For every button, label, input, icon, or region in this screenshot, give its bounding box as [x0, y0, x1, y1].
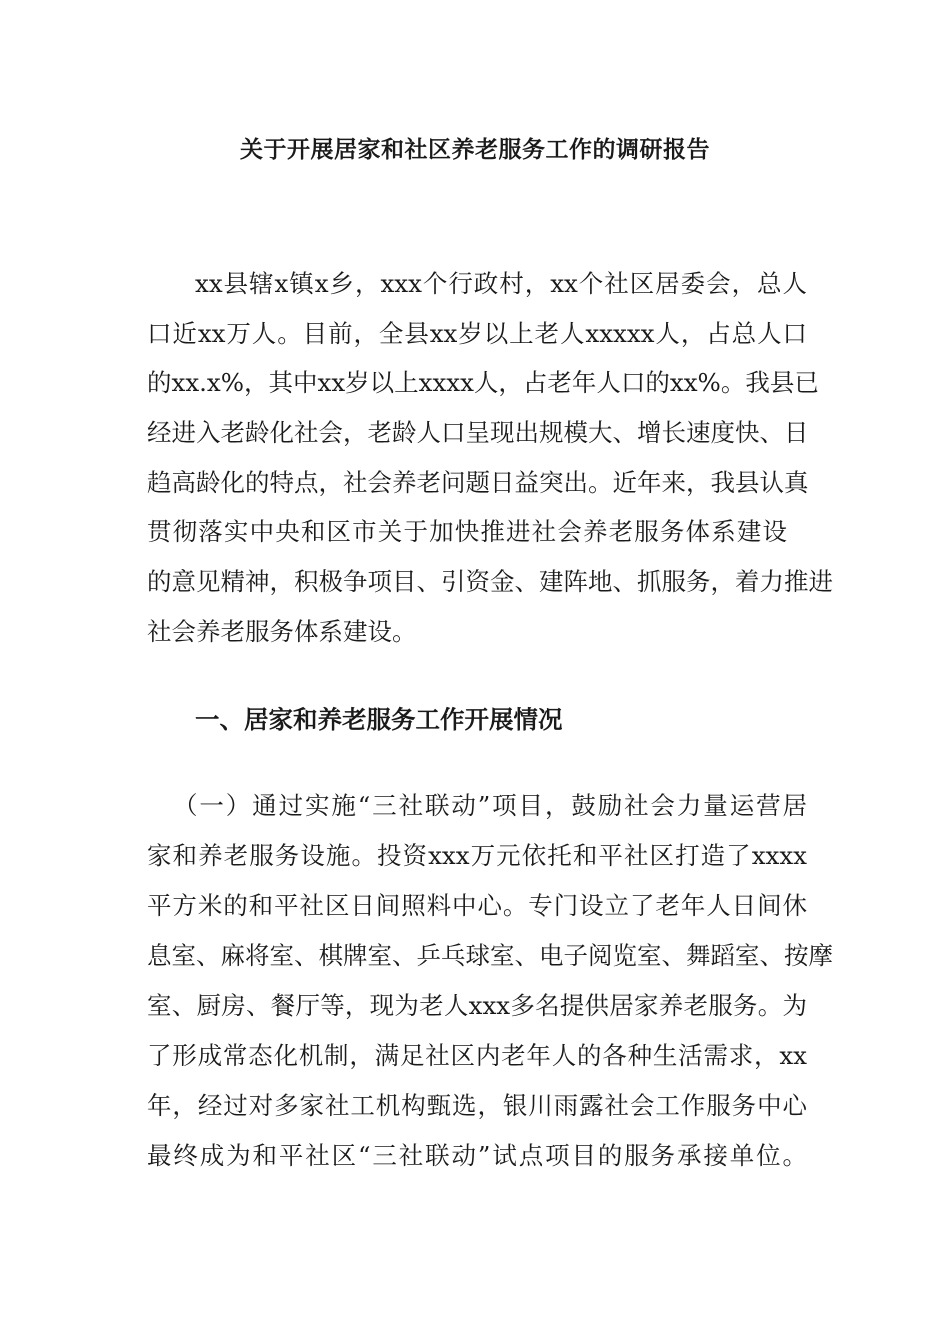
section-line: 息室、麻将室、棋牌室、乒乓球室、电子阅览室、舞蹈室、按摩 — [147, 941, 833, 970]
section-heading: 一、居家和养老服务工作开展情况 — [195, 705, 563, 734]
section-line: 平方米的和平社区日间照料中心。专门设立了老年人日间休 — [147, 891, 807, 920]
intro-line: 社会养老服务体系建设。 — [147, 617, 417, 646]
intro-line: 的xx.x%，其中xx岁以上xxxx人，占老年人口的xx%。我县已 — [147, 368, 819, 397]
intro-line: 口近xx万人。目前，全县xx岁以上老人xxxxx人，占总人口 — [147, 319, 807, 348]
section-line: 了形成常态化机制，满足社区内老年人的各种生活需求，xx — [147, 1041, 807, 1070]
intro-line: xx县辖x镇x乡，xxx个行政村，xx个社区居委会，总人 — [195, 269, 807, 298]
section-line: 年，经过对多家社工机构甄选，银川雨露社会工作服务中心 — [147, 1091, 807, 1120]
intro-line: 经进入老龄化社会，老龄人口呈现出规模大、增长速度快、日 — [147, 418, 809, 447]
intro-line: 贯彻落实中央和区市关于加快推进社会养老服务体系建设 — [147, 517, 787, 546]
document-title: 关于开展居家和社区养老服务工作的调研报告 — [240, 136, 710, 163]
intro-line: 趋高龄化的特点，社会养老问题日益突出。近年来，我县认真 — [147, 468, 809, 497]
section-line: （一）通过实施“三社联动”项目，鼓励社会力量运营居 — [173, 791, 807, 820]
section-line: 家和养老服务设施。投资xxx万元依托和平社区打造了xxxx — [147, 841, 807, 870]
intro-line: 的意见精神，积极争项目、引资金、建阵地、抓服务，着力推进 — [147, 567, 833, 596]
section-line: 室、厨房、餐厅等，现为老人xxx多名提供居家养老服务。为 — [147, 991, 807, 1020]
section-line: 最终成为和平社区“三社联动”试点项目的服务承接单位。 — [147, 1141, 807, 1170]
